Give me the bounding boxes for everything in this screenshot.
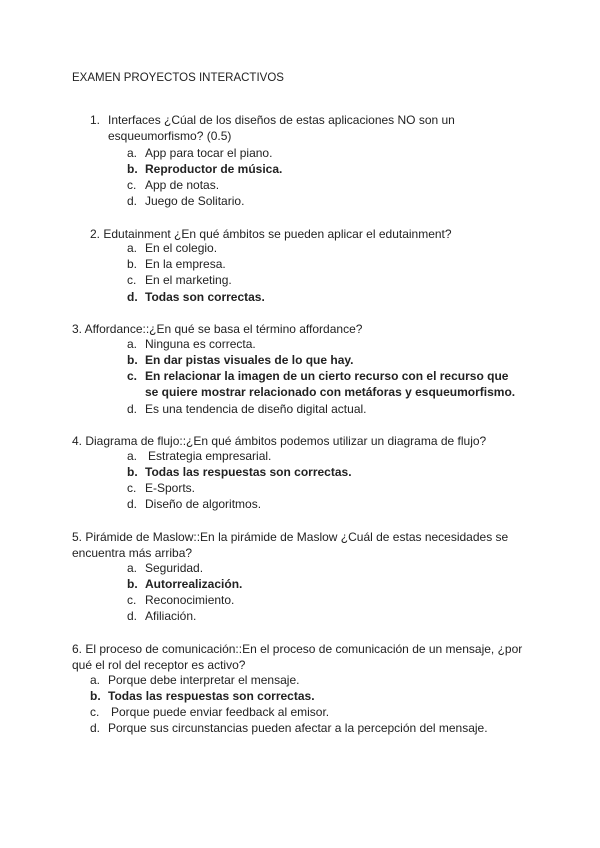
q6-option-d: Porque sus circunstancias pueden afectar a la percepción del mensaje. (108, 721, 488, 735)
q4-option-c: E-Sports. (145, 481, 196, 495)
q4-option-a-letter: a. (127, 449, 138, 463)
q6-option-a-letter: a. (90, 673, 101, 687)
q5-option-d: Afiliación. (145, 609, 197, 623)
q5-option-b-correct: Autorrealización. (145, 577, 243, 591)
q3-option-b-correct: En dar pistas visuales de lo que hay. (145, 353, 354, 367)
q4-option-b-correct: Todas las respuestas son correctas. (145, 465, 352, 479)
question-4-text: 4. Diagrama de flujo::¿En qué ámbitos podemos utilizar un diagrama de flujo? (72, 434, 487, 448)
document-title: EXAMEN PROYECTOS INTERACTIVOS (72, 72, 284, 84)
question-2-text: 2. Edutainment ¿En qué ámbitos se pueden aplicar el edutainment? (90, 227, 452, 241)
q2-option-d-letter: d. (127, 290, 138, 304)
q1-option-b-letter: b. (127, 162, 138, 176)
q1-option-d: Juego de Solitario. (145, 194, 245, 208)
q4-option-a: Estrategia empresarial. (148, 449, 272, 463)
q5-option-c: Reconocimiento. (145, 593, 235, 607)
q2-option-a-letter: a. (127, 241, 138, 255)
q5-option-c-letter: c. (127, 593, 137, 607)
question-1-text: Interfaces ¿Cúal de los diseños de estas aplicaciones NO son un (108, 113, 455, 127)
question-1-text-cont: esqueumorfismo? (0.5) (108, 129, 232, 143)
q4-option-d: Diseño de algoritmos. (145, 497, 262, 511)
q1-option-a-letter: a. (127, 146, 138, 160)
q1-option-c-letter: c. (127, 178, 137, 192)
q5-option-d-letter: d. (127, 609, 138, 623)
q1-option-d-letter: d. (127, 194, 138, 208)
q3-option-c-correct-cont: se quiere mostrar relacionado con metáforas y esqueumorfismo. (145, 385, 516, 399)
q6-option-c-letter: c. (90, 705, 100, 719)
q4-option-d-letter: d. (127, 497, 138, 511)
question-5-text: 5. Pirámide de Maslow::En la pirámide de Maslow ¿Cuál de estas necesidades se (72, 530, 509, 544)
q1-option-c: App de notas. (145, 178, 220, 192)
q6-option-c: Porque puede enviar feedback al emisor. (111, 705, 330, 719)
q3-option-c-letter: c. (127, 369, 138, 383)
q2-option-d-correct: Todas son correctas. (145, 290, 265, 304)
q4-option-c-letter: c. (127, 481, 137, 495)
q2-option-b-letter: b. (127, 257, 138, 271)
question-1-number: 1. (90, 113, 101, 127)
q3-option-a: Ninguna es correcta. (145, 337, 256, 351)
q1-option-b-correct: Reproductor de música. (145, 162, 283, 176)
q3-option-d-letter: d. (127, 402, 138, 416)
q3-option-b-letter: b. (127, 353, 138, 367)
q3-option-c-correct: En relacionar la imagen de un cierto recurso con el recurso que (145, 369, 509, 383)
q6-option-d-letter: d. (90, 721, 101, 735)
q6-option-b-correct: Todas las respuestas son correctas. (108, 689, 315, 703)
q6-option-b-letter: b. (90, 689, 101, 703)
q5-option-b-letter: b. (127, 577, 138, 591)
question-6-text: 6. El proceso de comunicación::En el proceso de comunicación de un mensaje, ¿por (72, 642, 523, 656)
q4-option-b-letter: b. (127, 465, 138, 479)
question-5-text-cont: encuentra más arriba? (72, 546, 193, 560)
q6-option-a: Porque debe interpretar el mensaje. (108, 673, 300, 687)
q2-option-c-letter: c. (127, 273, 137, 287)
q5-option-a: Seguridad. (145, 561, 204, 575)
q5-option-a-letter: a. (127, 561, 138, 575)
question-6-text-cont: qué el rol del receptor es activo? (72, 658, 246, 672)
q3-option-d: Es una tendencia de diseño digital actual. (145, 402, 367, 416)
q2-option-a: En el colegio. (145, 241, 218, 255)
question-3-text: 3. Affordance::¿En qué se basa el término affordance? (72, 322, 363, 336)
q2-option-c: En el marketing. (145, 273, 232, 287)
q3-option-a-letter: a. (127, 337, 138, 351)
q2-option-b: En la empresa. (145, 257, 226, 271)
q1-option-a: App para tocar el piano. (145, 146, 273, 160)
